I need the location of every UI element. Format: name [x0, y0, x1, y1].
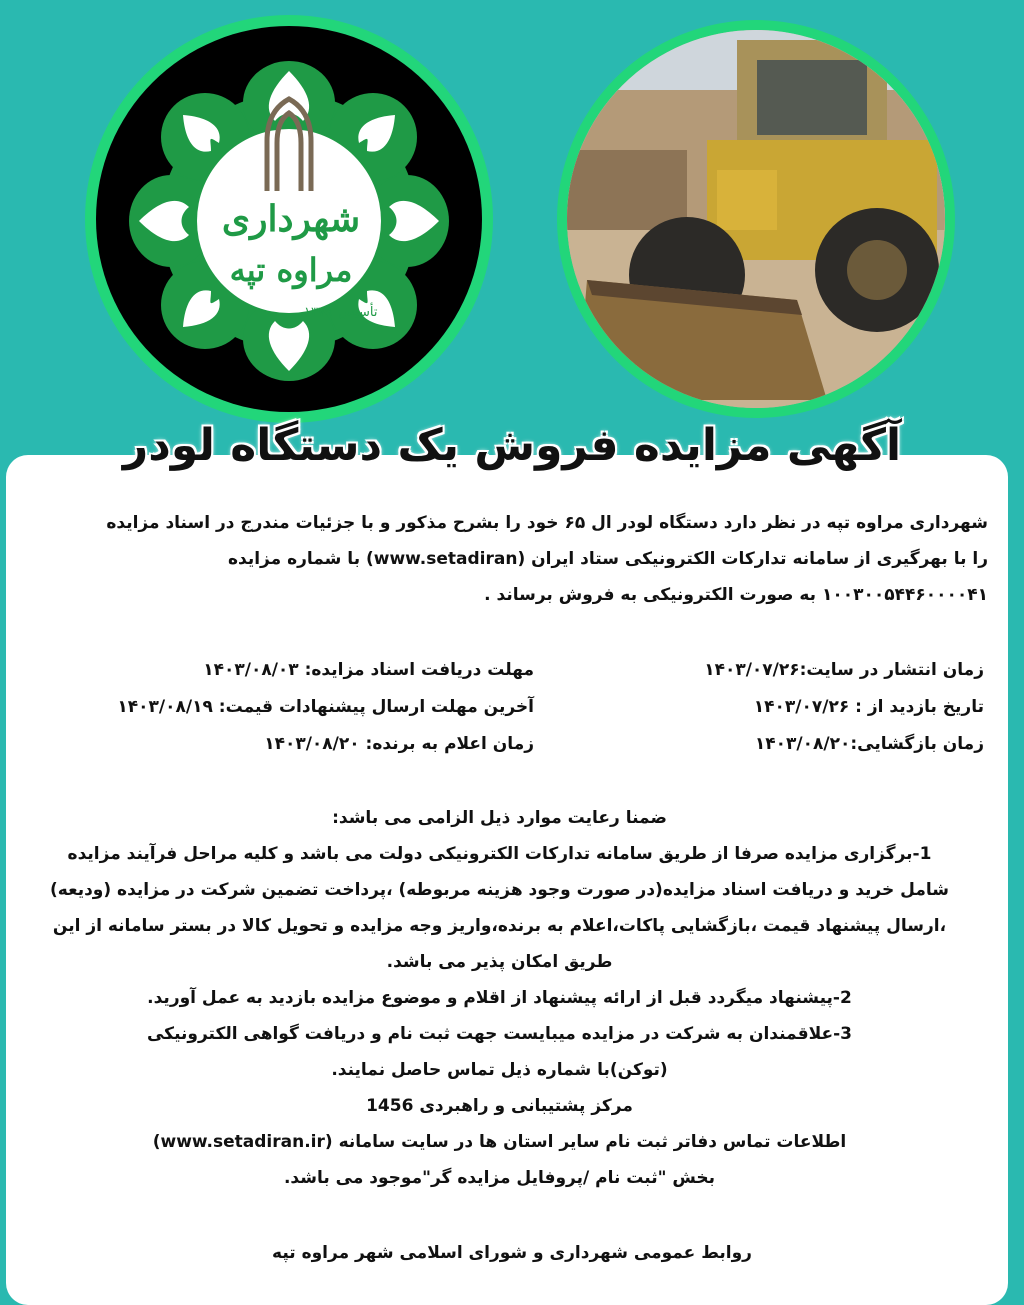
loader-image-icon — [567, 30, 945, 408]
intro-line: ۱۰۰۳۰۰۵۴۴۶۰۰۰۰۴۱ به صورت الکترونیکی به فروش برساند . — [484, 585, 988, 605]
page-title: آگهی مزایده فروش یک دستگاه لودر — [122, 420, 902, 471]
rule-line: بخش "ثبت نام /پروفایل مزایده گر"موجود می باشد. — [283, 1168, 716, 1188]
intro-line: را با بهرگیری از سامانه تدارکات الکترونیکی ستاد ایران (www.setadiran) با شماره مزایده — [227, 549, 988, 569]
opening-date: زمان بازگشایی:۱۴۰۳/۰۸/۲۰ — [754, 734, 984, 754]
rule-line: شامل خرید و دریافت اسناد مزایده(در صورت وجود هزینه مربوطه) ،پرداخت تضمین شرکت در مزایده (ودیعه) — [50, 880, 949, 900]
logo-founded-year: ۱۳۷۹ — [304, 305, 332, 320]
rule-line: (توکن)با شماره ذیل تماس حاصل نمایند. — [331, 1060, 668, 1080]
municipality-logo-frame — [85, 15, 493, 423]
documents-deadline: مهلت دریافت اسناد مزایده: ۱۴۰۳/۰۸/۰۳ — [203, 660, 534, 680]
loader-photo-frame — [557, 20, 955, 418]
rules-section — [15, 800, 984, 1196]
logo-line2: مراوه تپه — [229, 251, 353, 289]
rules-heading: ضمنا رعایت موارد ذیل الزامی می باشد: — [332, 808, 667, 828]
support-center: مرکز پشتیبانی و راهبردی 1456 — [366, 1096, 633, 1116]
intro-paragraph — [30, 505, 988, 613]
rule-line: اطلاعات تماس دفاتر ثبت نام سایر استان ها در سایت سامانه (www.setadiran.ir) — [152, 1132, 847, 1152]
logo-line1: شهرداری — [221, 198, 361, 240]
rule-line: طریق امکان پذیر می باشد. — [386, 952, 613, 972]
winner-announcement-date: زمان اعلام به برنده: ۱۴۰۳/۰۸/۲۰ — [264, 734, 534, 754]
schedule-right-column — [704, 652, 984, 763]
intro-line: شهرداری مراوه تپه در نظر دارد دستگاه لودر ال ۶۵ خود را بشرح مذکور و با جزئیات مندرج در اسناد مزایده — [106, 513, 988, 533]
bid-deadline: آخرین مهلت ارسال پیشنهادات قیمت: ۱۴۰۳/۰۸/۱۹ — [117, 697, 534, 717]
rule-line: 1-برگزاری مزایده صرفا از طریق سامانه تدارکات الکترونیکی دولت می باشد و کلیه مراحل فرآیند مزایده — [67, 844, 932, 864]
rule-line: ،ارسال پیشنهاد قیمت ،بازگشایی پاکات،اعلام به برنده،واریز وجه مزایده و تحویل کالا در بستر سامانه از این — [52, 916, 947, 936]
visit-date: تاریخ بازدید از : ۱۴۰۳/۰۷/۲۶ — [753, 697, 984, 717]
schedule-left-column — [117, 652, 534, 763]
rule-line: 3-علاقمندان به شرکت در مزایده میبایست جهت ثبت نام و دریافت گواهی الکترونیکی — [146, 1024, 852, 1044]
rule-line: 2-پیشنهاد میگردد قبل از ارائه پیشنهاد از اقلام و موضوع مزایده بازدید به عمل آورید. — [147, 988, 852, 1008]
municipality-logo — [96, 26, 482, 412]
logo-emblem-icon — [96, 26, 482, 412]
footer-signature: روابط عمومی شهرداری و شورای اسلامی شهر مراوه تپه — [272, 1243, 752, 1263]
publish-date: زمان انتشار در سایت:۱۴۰۳/۰۷/۲۶ — [704, 660, 984, 680]
loader-photo — [567, 30, 945, 408]
logo-founded-label: تأسیس — [338, 305, 378, 320]
